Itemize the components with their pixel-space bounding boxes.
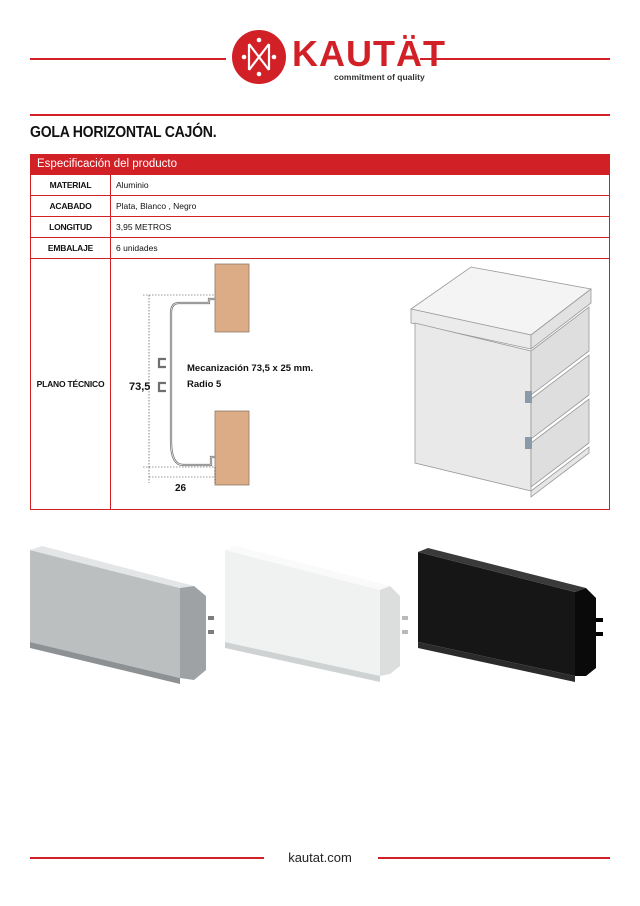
table-row xyxy=(31,174,609,195)
spec-label: LONGITUD xyxy=(31,217,111,237)
spec-header: Especificación del producto xyxy=(31,155,609,174)
product-finishes xyxy=(30,540,610,690)
table-row-plan xyxy=(31,258,609,509)
spec-label: PLANO TÉCNICO xyxy=(31,259,111,509)
table-row xyxy=(31,195,609,216)
header-rule-left xyxy=(30,58,226,60)
spec-value: Aluminio xyxy=(116,180,149,190)
wood-top-block xyxy=(215,264,249,332)
footer-website: kautat.com xyxy=(288,850,352,865)
spec-value: 3,95 METROS xyxy=(116,222,172,232)
technical-drawing xyxy=(111,259,609,510)
wood-bottom-block xyxy=(215,411,249,485)
brand-logo xyxy=(232,30,446,88)
finish-white-profile xyxy=(225,546,408,682)
table-row xyxy=(31,237,609,258)
finish-black-profile xyxy=(418,548,603,682)
spec-label: ACABADO xyxy=(31,196,111,216)
radius-note: Radio 5 xyxy=(187,379,222,390)
header-rule-right xyxy=(420,58,610,60)
title-rule xyxy=(30,114,610,116)
page-title: GOLA HORIZONTAL CAJÓN. xyxy=(30,124,217,141)
spec-table xyxy=(30,154,610,510)
spec-value: 6 unidades xyxy=(116,243,158,253)
spec-label: MATERIAL xyxy=(31,175,111,195)
brand-tagline: commitment of quality xyxy=(334,72,425,82)
finish-silver-profile xyxy=(30,546,214,684)
spec-value: Plata, Blanco , Negro xyxy=(116,201,197,211)
dimension-height: 73,5 xyxy=(129,381,151,393)
table-row xyxy=(31,216,609,237)
logo-emblem-icon xyxy=(232,30,286,84)
dimension-width: 26 xyxy=(175,483,187,494)
spec-label: EMBALAJE xyxy=(31,238,111,258)
machining-note: Mecanización 73,5 x 25 mm. xyxy=(187,363,314,374)
cabinet-illustration xyxy=(411,267,591,497)
brand-name: KAUTÄT xyxy=(292,33,446,74)
